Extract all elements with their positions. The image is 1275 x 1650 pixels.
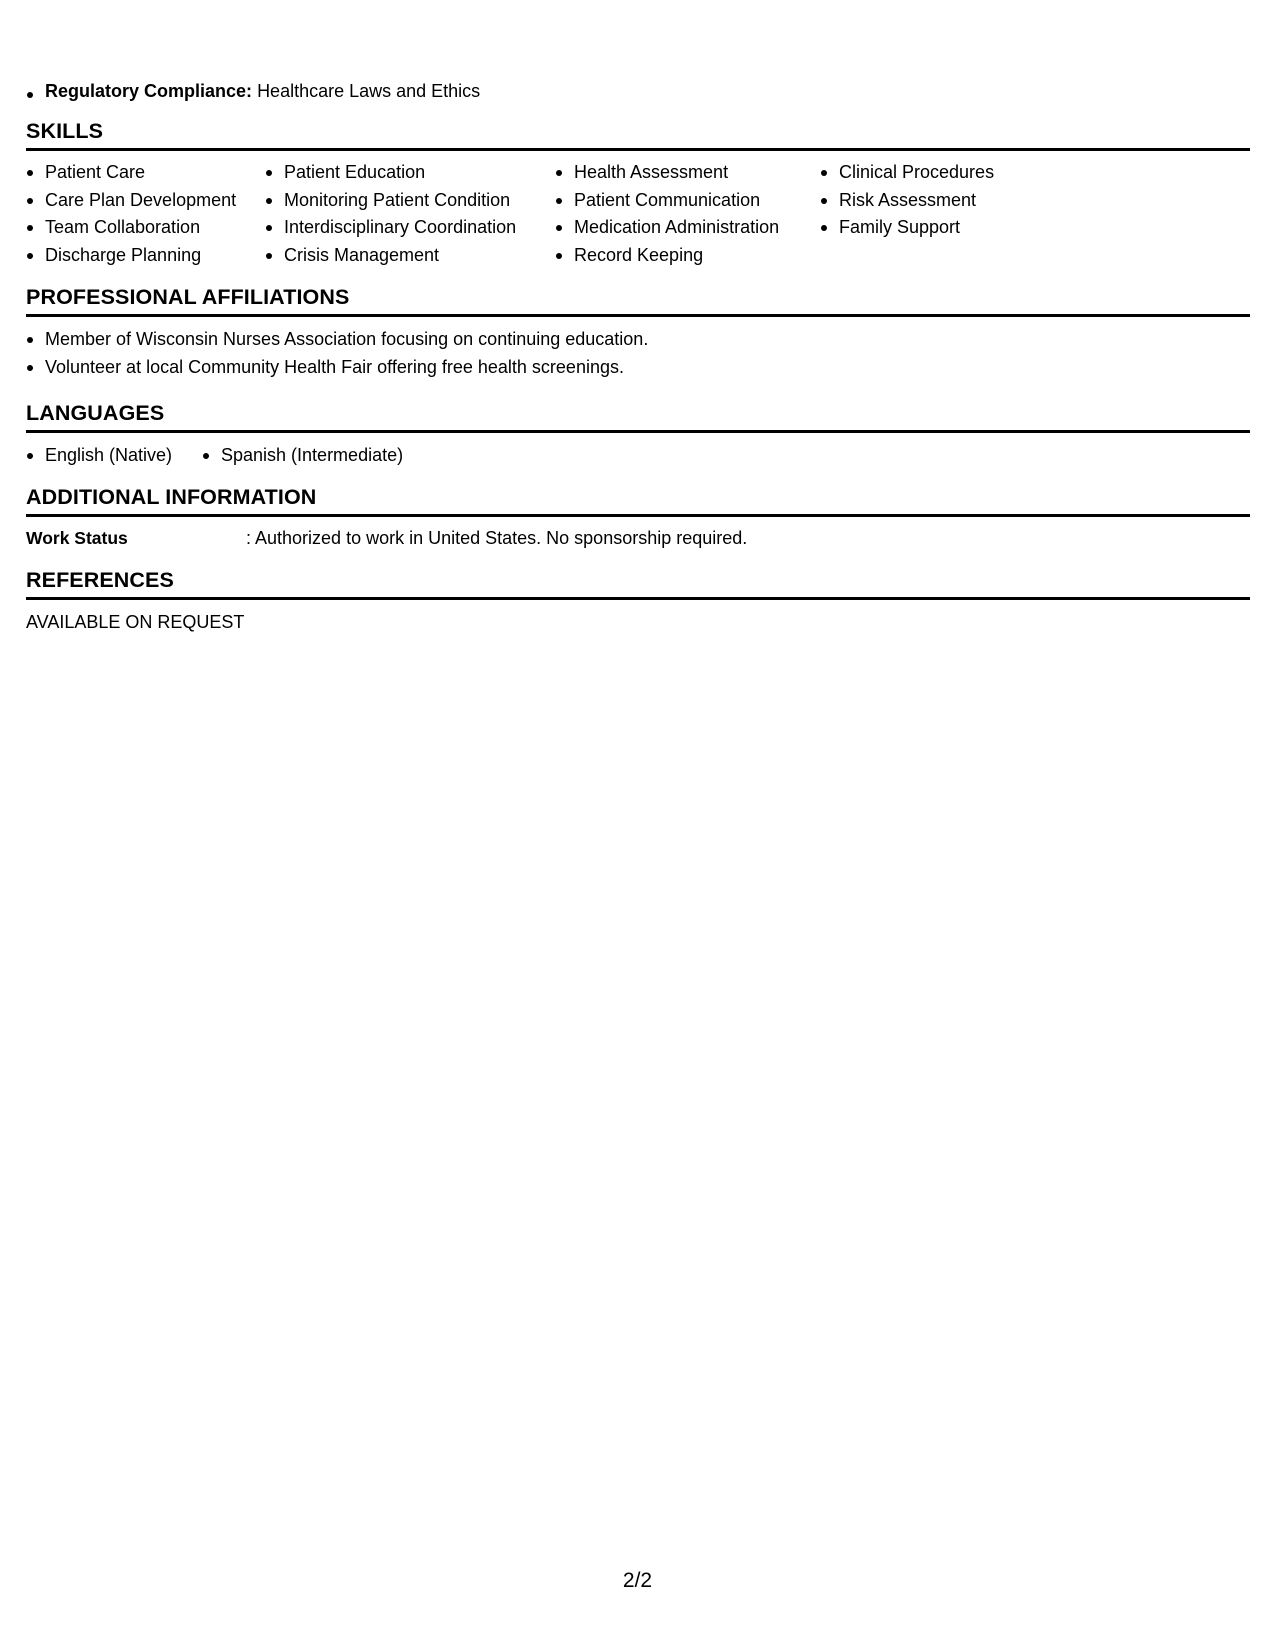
skill-item: Monitoring Patient Condition: [265, 187, 516, 215]
skills-column-2: [265, 159, 516, 269]
section-divider: [26, 430, 1250, 433]
skill-item: Record Keeping: [555, 242, 779, 270]
skill-item: Family Support: [820, 214, 994, 242]
skills-column-1: [26, 159, 236, 269]
skill-item: Clinical Procedures: [820, 159, 994, 187]
section-divider: [26, 597, 1250, 600]
references-title: REFERENCES: [26, 568, 174, 592]
references-text: AVAILABLE ON REQUEST: [26, 612, 245, 632]
section-divider: [26, 514, 1250, 517]
skill-item: Patient Communication: [555, 187, 779, 215]
skill-item: Medication Administration: [555, 214, 779, 242]
work-status-label: Work Status: [26, 528, 128, 548]
section-divider: [26, 148, 1250, 151]
affiliations-title: PROFESSIONAL AFFILIATIONS: [26, 285, 350, 309]
skill-item: Patient Education: [265, 159, 516, 187]
languages-list: [26, 442, 1250, 470]
languages-section: [26, 400, 1250, 470]
page-number: 2/2: [622, 1569, 653, 1592]
skill-item: Risk Assessment: [820, 187, 994, 215]
additional-info-title: ADDITIONAL INFORMATION: [26, 485, 317, 509]
affiliation-item: Volunteer at local Community Health Fair offering free health screenings.: [26, 354, 1250, 382]
skills-grid: [26, 159, 1250, 269]
language-item: Spanish (Intermediate): [202, 442, 403, 470]
skill-item: Interdisciplinary Coordination: [265, 214, 516, 242]
languages-title: LANGUAGES: [26, 401, 165, 425]
affiliation-item: Member of Wisconsin Nurses Association focusing on continuing education.: [26, 326, 1250, 354]
affiliations-section: [26, 284, 1250, 381]
skill-item: Team Collaboration: [26, 214, 236, 242]
language-item: English (Native): [26, 442, 172, 470]
regulatory-compliance-text: Healthcare Laws and Ethics: [257, 81, 481, 101]
skill-item: Discharge Planning: [26, 242, 236, 270]
references-section: [26, 567, 1250, 634]
additional-info-section: [26, 484, 1250, 550]
skill-item: Care Plan Development: [26, 187, 236, 215]
skills-title: SKILLS: [26, 119, 104, 143]
regulatory-compliance-item: [26, 80, 480, 102]
skill-item: Patient Care: [26, 159, 236, 187]
work-status-value: : Authorized to work in United States. No sponsorship required.: [246, 528, 748, 548]
regulatory-compliance-label: Regulatory Compliance:: [45, 81, 253, 101]
section-divider: [26, 314, 1250, 317]
skills-column-4: [820, 159, 994, 242]
skills-section: [26, 118, 1250, 269]
work-status-row: [26, 526, 1250, 550]
skills-column-3: [555, 159, 779, 269]
affiliations-list: [26, 326, 1250, 381]
skill-item: Crisis Management: [265, 242, 516, 270]
resume-page: [26, 0, 1250, 1650]
skill-item: Health Assessment: [555, 159, 779, 187]
